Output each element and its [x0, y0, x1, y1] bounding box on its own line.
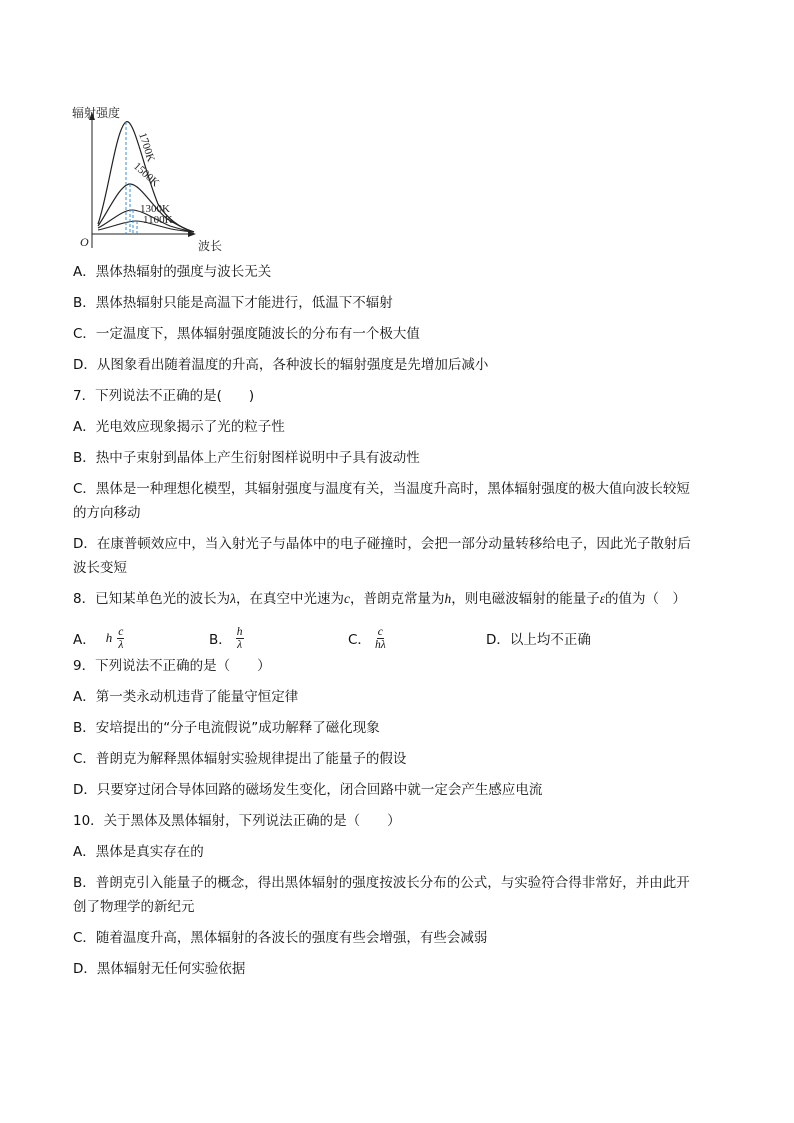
q8-option-b-label: B．: [209, 632, 232, 648]
q8-option-a: [73, 626, 209, 651]
q8-option-c-fraction: [375, 626, 386, 651]
q8-option-c: [348, 626, 486, 651]
q8-stem-mid1: ，在真空中光速为: [235, 591, 344, 607]
origin-label: O: [80, 235, 89, 249]
curve-label-1300k: 1300K: [140, 203, 170, 215]
q9-stem: 9．下列说法不正确的是（ ）: [73, 658, 271, 674]
q7-option-a: A．光电效应现象揭示了光的粒子性: [73, 419, 285, 435]
q8-options: [73, 620, 733, 656]
q7-stem: 7．下列说法不正确的是( ): [73, 388, 255, 404]
curve-label-1700k: 1700K: [136, 131, 157, 164]
q8-lambda: λ: [230, 591, 236, 606]
q8-option-c-label: C．: [348, 632, 371, 648]
q10-option-b-line1: B．普朗克引入能量子的概念，得出黑体辐射的强度按波长分布的公式，与实验符合得非常好，并由此开: [73, 875, 690, 891]
q8-option-c-numerator: c: [377, 625, 383, 638]
q8-stem-post: 的值为（ ）: [605, 591, 687, 607]
q9-option-b: B．安培提出的“分子电流假说”成功解释了磁化现象: [73, 720, 380, 736]
q8-option-c-denominator: hλ: [374, 638, 386, 651]
q10-option-d: D．黑体辐射无任何实验依据: [73, 961, 246, 977]
q8-stem: [73, 589, 733, 620]
q8-option-a-label: A．: [73, 632, 96, 648]
q9-option-d: D．只要穿过闭合导体回路的磁场发生变化，闭合回路中就一定会产生感应电流: [73, 782, 543, 798]
blackbody-figure: [70, 100, 240, 260]
q6-option-b: B．黑体热辐射只能是高温下才能进行，低温下不辐射: [73, 295, 393, 311]
q10-option-a: A．黑体是真实存在的: [73, 844, 204, 860]
q7-option-c-line1: C．黑体是一种理想化模型，其辐射强度与温度有关，当温度升高时，黑体辐射强度的极大值向波长较短: [73, 481, 690, 497]
q8-option-b-denominator: λ: [237, 638, 243, 651]
q8-option-b-numerator: h: [236, 625, 243, 638]
y-axis-label: 辐射强度: [72, 106, 121, 120]
blackbody-chart: [70, 100, 240, 260]
q6-option-c: C．一定温度下，黑体辐射强度随波长的分布有一个极大值: [73, 326, 420, 342]
q8-epsilon: ε: [599, 591, 606, 606]
q6-option-a: A．黑体热辐射的强度与波长无关: [73, 264, 272, 280]
q10-option-b-line2: 创了物理学的新纪元: [73, 899, 195, 915]
q8-h: h: [444, 591, 452, 606]
q7-option-b: B．热中子束射到晶体上产生衍射图样说明中子具有波动性: [73, 450, 420, 466]
q10-stem: 10．关于黑体及黑体辐射，下列说法正确的是（ ）: [73, 813, 401, 829]
q8-option-a-fraction: [117, 626, 124, 651]
q9-option-c: C．普朗克为解释黑体辐射实验规律提出了能量子的假设: [73, 751, 407, 767]
q8-stem-mid2: ，普朗克常量为: [349, 591, 445, 607]
question-content: [73, 262, 733, 990]
q8-stem-pre: 8．已知某单色光的波长为: [73, 591, 231, 607]
q9-option-a: A．第一类永动机违背了能量守恒定律: [73, 689, 299, 705]
q7-option-d-line1: D．在康普顿效应中，当入射光子与晶体中的电子碰撞时，会把一部分动量转移给电子，因此光子散射后: [73, 536, 691, 552]
q8-option-a-numerator: c: [118, 625, 124, 638]
q8-option-b-fraction: [236, 626, 244, 651]
q7-option-c-line2: 的方向移动: [73, 505, 141, 521]
q8-option-a-h: h: [105, 630, 113, 645]
x-axis-label: 波长: [198, 239, 223, 253]
curve-label-1500k: 1500K: [130, 160, 162, 190]
q8-option-d: D．以上均不正确: [486, 632, 591, 648]
curve-label-1100k: 1100K: [143, 214, 173, 226]
q8-stem-mid3: ，则电磁波辐射的能量子: [451, 591, 600, 607]
q6-option-d: D．从图象看出随着温度的升高，各种波长的辐射强度是先增加后减小: [73, 357, 489, 373]
q10-option-c: C．随着温度升高，黑体辐射的各波长的强度有些会增强，有些会减弱: [73, 930, 488, 946]
q7-option-d-line2: 波长变短: [73, 560, 127, 576]
q8-c: c: [343, 591, 350, 606]
q8-option-b: [209, 626, 348, 651]
q8-option-a-denominator: λ: [118, 638, 124, 651]
